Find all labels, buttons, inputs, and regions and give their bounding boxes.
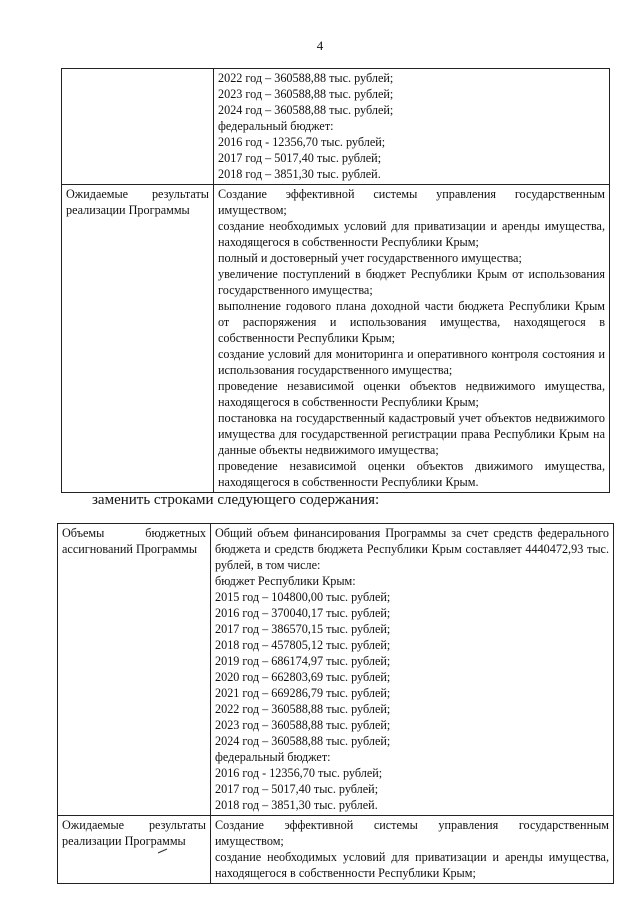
page-number: 4 bbox=[316, 38, 324, 53]
list-item: 2016 год - 12356,70 тыс. рублей; bbox=[218, 135, 386, 149]
passport-table-old bbox=[61, 68, 610, 493]
list-item: 2020 год – 662803,69 тыс. рублей; bbox=[215, 670, 391, 684]
pen-mark bbox=[158, 845, 168, 857]
list-item: постановка на государственный кадастровый учет объектов недвижимого имущества для государственной регистрации права Республики Крым на данные объекты недвижимого имущества; bbox=[218, 411, 605, 457]
list-item: Общий объем финансирования Программы за счет средств федерального бюджета и средств бюджета Республики Крым составляет 4440472,93 тыс. рублей, в том числе: bbox=[215, 526, 609, 572]
table-row bbox=[58, 816, 614, 884]
row-content bbox=[211, 524, 614, 816]
table-row bbox=[62, 69, 610, 185]
table-row bbox=[62, 185, 610, 493]
replace-instruction: заменить строками следующего содержания: bbox=[92, 492, 380, 508]
row-label bbox=[62, 69, 214, 185]
list-item: 2024 год – 360588,88 тыс. рублей; bbox=[218, 103, 394, 117]
list-item: 2022 год – 360588,88 тыс. рублей; bbox=[215, 702, 391, 716]
list-item: выполнение годового плана доходной части бюджета Республики Крым от распоряжения и использования имущества, находящегося в собственности Республики Крым; bbox=[218, 299, 605, 345]
list-item: 2021 год – 669286,79 тыс. рублей; bbox=[215, 686, 391, 700]
passport-table-new bbox=[57, 523, 614, 884]
list-item: 2023 год – 360588,88 тыс. рублей; bbox=[215, 718, 391, 732]
list-item: 2015 год – 104800,00 тыс. рублей; bbox=[215, 590, 391, 604]
list-item: 2018 год – 3851,30 тыс. рублей. bbox=[218, 167, 381, 181]
list-item: 2024 год – 360588,88 тыс. рублей; bbox=[215, 734, 391, 748]
list-item: федеральный бюджет: bbox=[215, 750, 331, 764]
list-item: 2017 год – 386570,15 тыс. рублей; bbox=[215, 622, 391, 636]
table-row bbox=[58, 524, 614, 816]
list-item: увеличение поступлений в бюджет Республики Крым от использования государственного имущества; bbox=[218, 267, 605, 297]
list-item: 2023 год – 360588,88 тыс. рублей; bbox=[218, 87, 394, 101]
row-content bbox=[214, 185, 610, 493]
list-item: проведение независимой оценки объектов движимого имущества, находящегося в собственности Республики Крым. bbox=[218, 459, 605, 489]
list-item: создание условий для мониторинга и оперативного контроля состояния и использования государственного имущества; bbox=[218, 347, 605, 377]
list-item: Создание эффективной системы управления государственным имуществом; bbox=[215, 818, 609, 848]
list-item: бюджет Республики Крым: bbox=[215, 574, 356, 588]
pen-tick-icon bbox=[158, 848, 168, 854]
list-item: полный и достоверный учет государственного имущества; bbox=[218, 251, 522, 265]
list-item: 2016 год – 370040,17 тыс. рублей; bbox=[215, 606, 391, 620]
list-item: 2017 год – 5017,40 тыс. рублей; bbox=[218, 151, 382, 165]
list-item: проведение независимой оценки объектов недвижимого имущества, находящегося в собственности Республики Крым; bbox=[218, 379, 605, 409]
list-item: федеральный бюджет: bbox=[218, 119, 334, 133]
list-item: Создание эффективной системы управления государственным имуществом; bbox=[218, 187, 605, 217]
row-content bbox=[211, 816, 614, 884]
list-item: 2019 год – 686174,97 тыс. рублей; bbox=[215, 654, 391, 668]
list-item: создание необходимых условий для приватизации и аренды имущества, находящегося в собственности Республики Крым; bbox=[218, 219, 605, 249]
list-item: 2022 год – 360588,88 тыс. рублей; bbox=[218, 71, 394, 85]
list-item: 2018 год – 457805,12 тыс. рублей; bbox=[215, 638, 391, 652]
row-content bbox=[214, 69, 610, 185]
list-item: создание необходимых условий для приватизации и аренды имущества, находящегося в собственности Республики Крым; bbox=[215, 850, 609, 880]
row-label: Ожидаемые результаты реализации Программы bbox=[62, 185, 214, 493]
list-item: 2016 год - 12356,70 тыс. рублей; bbox=[215, 766, 383, 780]
list-item: 2018 год – 3851,30 тыс. рублей. bbox=[215, 798, 378, 812]
list-item: 2017 год – 5017,40 тыс. рублей; bbox=[215, 782, 379, 796]
row-label: Ожидаемые результаты реализации Программы bbox=[58, 816, 211, 884]
row-label: Объемы бюджетных ассигнований Программы bbox=[58, 524, 211, 816]
